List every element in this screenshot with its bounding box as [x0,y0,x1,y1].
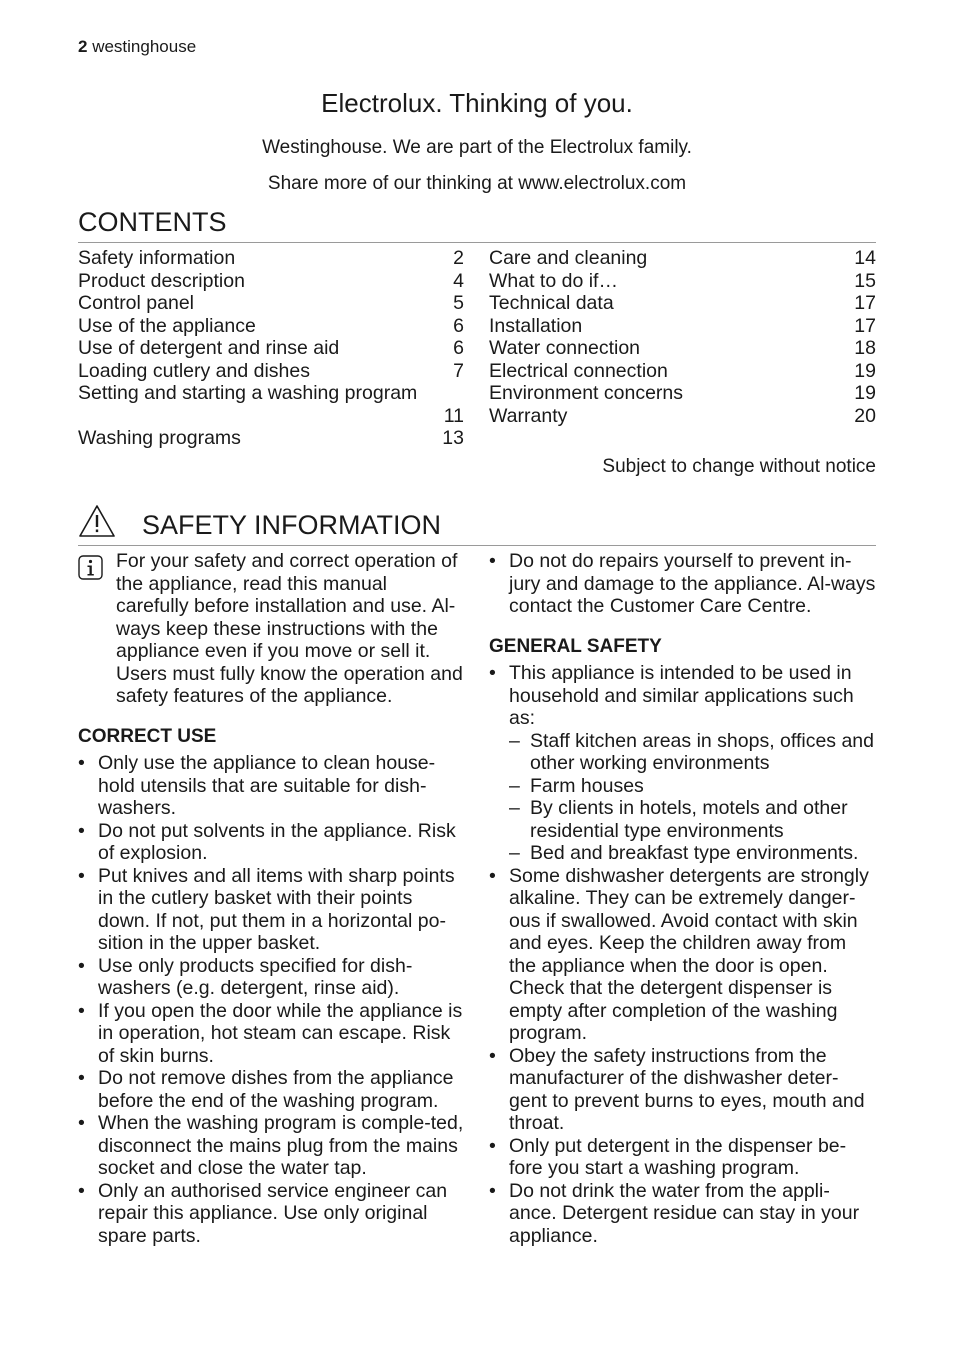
brand-name: westinghouse [92,37,197,56]
bullet: • [78,864,85,887]
toc-page: 7 [453,359,464,382]
list-item [78,865,464,955]
intro-line-family: Westinghouse. We are part of the Electrolux family. [262,137,692,158]
list-item [78,1180,464,1248]
toc-entry[interactable] [78,270,464,293]
toc-page: 19 [854,382,876,404]
toc-page: 17 [854,292,876,314]
toc-label: Washing programs [78,427,241,449]
bullet: • [489,550,496,572]
safety-right-column [489,550,876,1247]
sub-list [509,730,876,865]
page-number: 2 [78,37,88,56]
list-item-text: Only use the appliance to clean house-hold utensils that are suitable for dish-washers. [98,752,436,819]
list-item-text: Do not drink the water from the appli-ance. Detergent residue can stay in your appliance. [509,1179,860,1247]
toc-entry[interactable] [78,382,464,427]
list-item [78,752,464,820]
toc-label: Control panel [78,292,194,314]
bullet: • [489,864,496,887]
correct-use-list [78,752,464,1247]
bullet: • [78,1179,85,1202]
toc-page: 6 [453,337,464,359]
list-item-text: Obey the safety instructions from the manufacturer of the dishwasher deter-gent to prevent burns to eyes, mouth and throat. [509,1044,865,1134]
change-notice: Subject to change without notice [602,456,876,477]
toc-entry[interactable] [489,292,876,315]
dash: – [509,774,520,797]
bullet: • [489,1044,496,1067]
toc-left-column [78,247,464,450]
toc-entry[interactable] [78,292,464,315]
toc-label: Product description [78,269,245,292]
tagline: Electrolux. Thinking of you. [321,88,633,118]
toc-page: 4 [453,269,464,292]
toc-label: Installation [489,314,583,337]
bullet: • [78,819,85,842]
sub-list-item [509,797,876,842]
list-item [489,550,876,618]
list-item [489,1180,876,1248]
toc-label: Use of detergent and rinse aid [78,337,340,359]
toc-page: 5 [453,292,464,314]
toc-label: Electrical connection [489,359,668,382]
correct-use-heading: CORRECT USE [78,725,217,747]
bullet: • [78,954,85,977]
toc-page: 6 [453,314,464,337]
list-item [489,1135,876,1180]
toc-page: 17 [854,314,876,337]
list-item [78,1000,464,1068]
bullet: • [489,1134,496,1157]
toc-entry[interactable] [489,360,876,383]
page-header [78,37,196,57]
list-item-text: Do not do repairs yourself to prevent in-jury and damage to the appliance. Al-ways contact the Customer Care Centre. [509,550,876,617]
toc-page: 19 [854,359,876,382]
toc-label: Loading cutlery and dishes [78,359,310,382]
list-item [489,1045,876,1135]
safety-divider [78,545,876,546]
toc-entry[interactable] [489,382,876,405]
toc-entry[interactable] [489,247,876,270]
toc-page: 15 [854,269,876,292]
list-item-text: Use only products specified for dish-washers (e.g. detergent, rinse aid). [98,954,413,999]
contents-title: CONTENTS [78,207,227,237]
toc-label: Water connection [489,337,641,359]
list-item [78,820,464,865]
list-item-text: Only an authorised service engineer can repair this appliance. Use only original spare parts. [98,1179,448,1247]
toc-entry[interactable] [78,337,464,360]
list-item [78,1112,464,1180]
toc-entry[interactable] [489,270,876,293]
toc-label: Environment concerns [489,382,684,404]
toc-label: Warranty [489,404,568,427]
toc-entry[interactable] [78,315,464,338]
list-item-text: If you open the door while the appliance is in operation, hot steam can escape. Risk of skin burns. [98,999,463,1067]
list-item-text: This appliance is intended to be used in household and similar applications such as: [509,662,854,729]
intro-line-website: Share more of our thinking at www.electrolux.com [267,173,687,194]
bullet: • [78,1067,85,1089]
list-item [78,1067,464,1112]
toc-label: What to do if… [489,269,618,292]
sub-list-item-text: Farm houses [530,774,644,797]
toc-right-column [489,247,876,427]
safety-intro-text: For your safety and correct operation of the appliance, read this manual carefully before installation and use. Al-ways keep these instructions with the appliance even if you move or sell it. Users must fully know the operation and safety features of the appliance. [116,550,463,707]
list-item [489,865,876,1045]
warning-triangle-icon [78,504,116,538]
toc-entry[interactable] [489,405,876,428]
toc-page: 13 [442,427,464,449]
toc-page: 20 [854,404,876,427]
sub-list-item-text: Staff kitchen areas in shops, offices and other working environments [530,729,874,774]
bullet: • [489,1179,496,1202]
list-item-text: Put knives and all items with sharp points in the cutlery basket with their points down. If not, put them in a horizontal po-sition in the upper basket. [98,864,455,954]
toc-label: Technical data [489,292,614,314]
list-item-text: When the washing program is comple-ted, disconnect the mains plug from the mains socket and close the water tap. [98,1112,464,1179]
list-item-text: Only put detergent in the dispenser be-fore you start a washing program. [509,1134,847,1179]
toc-label: Setting and starting a washing program [78,382,418,404]
toc-label: Care and cleaning [489,247,648,269]
toc-entry[interactable] [489,337,876,360]
toc-page: 18 [854,337,876,359]
bullet: • [78,999,85,1022]
toc-entry[interactable] [78,247,464,270]
toc-label: Use of the appliance [78,314,256,337]
bullet: • [78,1112,85,1134]
list-item-text: Some dishwasher detergents are strongly alkaline. They can be extremely danger-ous if swallowed. Avoid contact with skin and eyes. Keep the children away from the appliance when the door is open. Check that the detergent dispenser is empty after completion of the washing program. [509,864,869,1044]
repair-list [489,550,876,618]
toc-page: 2 [453,247,464,269]
dash: – [509,797,520,819]
dash: – [509,729,520,752]
list-item [489,662,876,865]
sub-list-item [509,842,876,865]
toc-page: 14 [854,247,876,269]
bullet: • [489,662,496,684]
sub-list-item [509,775,876,798]
safety-title: SAFETY INFORMATION [142,510,442,540]
toc-page: 11 [443,404,464,427]
toc-entry[interactable] [78,360,464,383]
contents-divider [78,242,876,243]
dash: – [509,842,520,864]
sub-list-item-text: Bed and breakfast type environments. [530,842,859,864]
sub-list-item-text: By clients in hotels, motels and other residential type environments [530,797,848,842]
list-item-text: Do not put solvents in the appliance. Risk of explosion. [98,819,456,864]
list-item-text: Do not remove dishes from the appliance before the end of the washing program. [98,1067,454,1112]
general-safety-heading: GENERAL SAFETY [489,635,662,657]
sub-list-item [509,730,876,775]
safety-left-column [78,550,464,1247]
general-safety-list [489,662,876,1247]
toc-entry[interactable] [78,427,464,450]
toc-entry[interactable] [489,315,876,338]
bullet: • [78,752,85,774]
toc-label: Safety information [78,247,236,269]
safety-intro [78,550,464,708]
info-icon [78,555,103,580]
list-item [78,955,464,1000]
